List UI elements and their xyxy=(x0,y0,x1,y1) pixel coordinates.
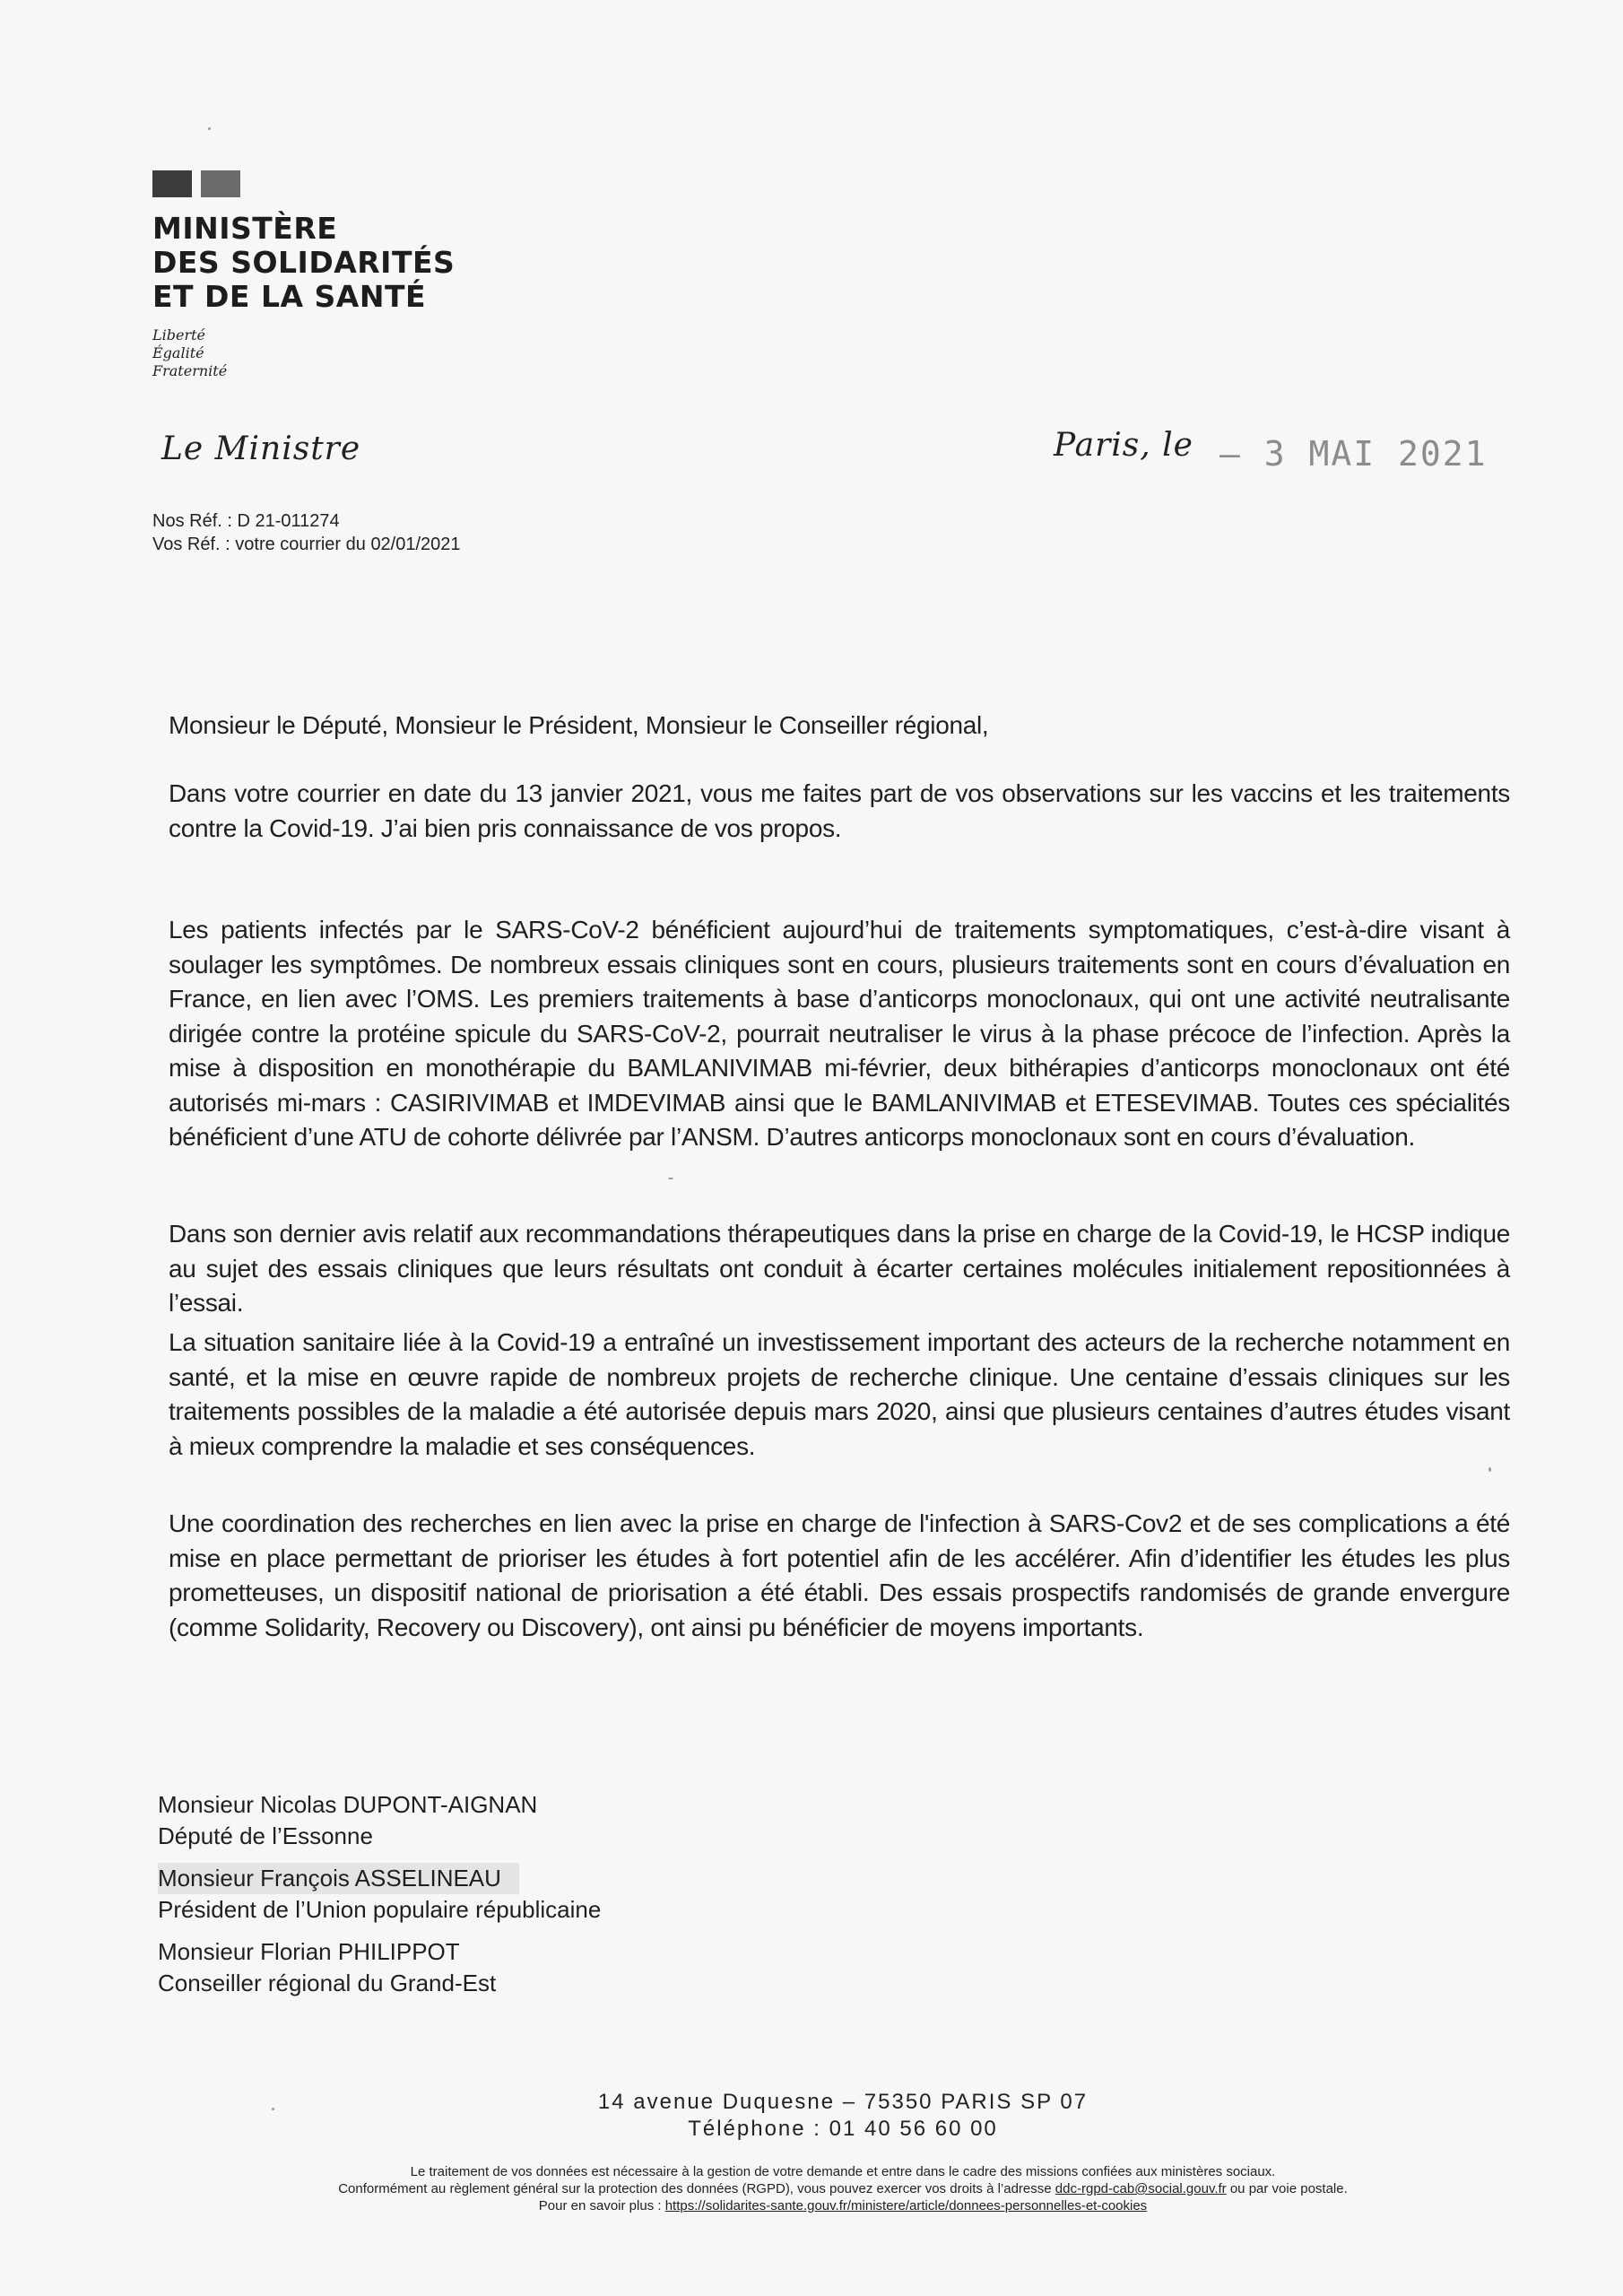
recipient xyxy=(158,1789,601,1852)
rgpd-line-3 xyxy=(63,2197,1623,2214)
rgpd-notice xyxy=(0,2163,1623,2214)
postal-address: 14 avenue Duquesne – 75350 PARIS SP 07 xyxy=(597,2090,1089,2114)
paragraph-3: Dans son dernier avis relatif aux recommandations thérapeutiques dans la prise en charge de la Covid-19, le HCSP indique au sujet des essais cliniques que leurs résultats ont conduit à écarter certaines molécules initialement repositionnées à l’essai. xyxy=(169,1220,1510,1317)
motto-egalite: Égalité xyxy=(152,344,204,361)
rgpd-line-3-text: Pour en savoir plus : xyxy=(538,2198,665,2213)
recipient-name: Monsieur Nicolas DUPONT-AIGNAN xyxy=(158,1791,538,1818)
rgpd-line-2-text: Conformément au règlement général sur la protection des données (RGPD), vous pouvez exercer vos droits à l’adresse xyxy=(338,2181,1055,2196)
recipient xyxy=(158,1863,601,1926)
rgpd-email-link[interactable]: ddc-rgpd-cab@social.gouv.fr xyxy=(1055,2181,1227,2196)
paragraph-2: Les patients infectés par le SARS-CoV-2 bénéficient aujourd’hui de traitements symptomatiques, c’est-à-dire visant à soulager les symptômes. De nombreux essais cliniques sont en cours, plusieurs traitements sont en cours d’évaluation en France, en lien avec l’OMS. Les premiers traitements à base d’anticorps monoclonaux, qui ont une activité neutralisante dirigée contre la protéine spicule du SARS-CoV-2, pourrait neutraliser le virus à la phase précoce de l’infection. Après la mise à disposition en monothérapie du BAMLANIVIMAB mi-février, deux bithérapies d’anticorps monoclonaux ont été autorisés mi-mars : CASIRIVIMAB et IMDEVIMAB ainsi que le BAMLANIVIMAB et ETESEVIMAB. Toutes ces spécialités bénéficient d’une ATU de cohorte délivrée par l’ANSM. D’autres anticorps monoclonaux sont en cours d’évaluation. xyxy=(169,916,1510,1151)
ministry-line-1: MINISTÈRE xyxy=(152,211,338,246)
phone-number: Téléphone : 01 40 56 60 00 xyxy=(688,2117,998,2141)
paragraph-5: Une coordination des recherches en lien avec la prise en charge de l'infection à SARS-Cov2 et de ses complications a été mise en place permettant de prioriser les études à fort potentiel afin de les accélérer. Afin d’identifier les études les plus prometteuses, un dispositif national de priorisation a été établi. Des essais prospectifs randomisés de grande envergure (comme Solidarity, Recovery ou Discovery), ont ainsi pu bénéficier de moyens importants. xyxy=(169,1509,1510,1641)
recipient-role: Conseiller régional du Grand-Est xyxy=(158,1970,497,1996)
recipients-block xyxy=(158,1789,601,2010)
scan-speck xyxy=(272,2108,274,2110)
salutation: Monsieur le Député, Monsieur le Président, Monsieur le Conseiller régional, xyxy=(169,711,989,739)
paragraph-4: La situation sanitaire liée à la Covid-19 a entraîné un investissement important des acteurs de la recherche notamment en santé, et la mise en œuvre rapide de nombreux projets de recherche clinique. Une centaine d’essais cliniques sur les traitements possibles de la maladie a été autorisée depuis mars 2020, ainsi que plusieurs centaines d’autres études visant à mieux comprendre la maladie et ses conséquences. xyxy=(169,1328,1510,1460)
ministry-line-3: ET DE LA SANTÉ xyxy=(152,279,426,314)
recipient-role: Président de l’Union populaire républicaine xyxy=(158,1896,602,1923)
scan-speck xyxy=(668,1178,673,1179)
ministry-name xyxy=(152,212,455,314)
ministry-address xyxy=(0,2089,1623,2143)
rgpd-line-2-end: ou par voie postale. xyxy=(1226,2181,1348,2196)
motto-fraternite: Fraternité xyxy=(152,362,228,379)
privacy-policy-link[interactable]: https://solidarites-sante.gouv.fr/ministere/article/donnees-personnelles-et-cookies xyxy=(664,2198,1148,2213)
logo-left-block xyxy=(152,170,192,197)
date-stamp: – 3 MAI 2021 xyxy=(1219,434,1488,474)
recipient xyxy=(158,1936,601,1999)
dateline-place: Paris, le xyxy=(1054,427,1193,464)
our-reference: Nos Réf. : D 21-011274 xyxy=(152,511,340,531)
logo-right-block xyxy=(201,170,240,197)
scan-speck xyxy=(208,127,211,130)
recipient-name: Monsieur François ASSELINEAU xyxy=(158,1863,519,1894)
motto-liberte: Liberté xyxy=(152,326,205,344)
recipient-role: Député de l’Essonne xyxy=(158,1822,373,1849)
scan-speck xyxy=(1488,1467,1491,1472)
marianne-logo-icon xyxy=(152,170,240,197)
rgpd-line-1: Le traitement de vos données est nécessaire à la gestion de votre demande et entre dans le cadre des missions confiées aux ministères sociaux. xyxy=(410,2164,1276,2179)
references xyxy=(152,509,461,556)
rgpd-line-2 xyxy=(63,2180,1623,2197)
sender-title: Le Ministre xyxy=(161,430,361,467)
recipient-name: Monsieur Florian PHILIPPOT xyxy=(158,1938,460,1965)
paragraph-1: Dans votre courrier en date du 13 janvier 2021, vous me faites part de vos observations sur les vaccins et les traitements contre la Covid-19. J’ai bien pris connaissance de vos propos. xyxy=(169,779,1510,842)
your-reference: Vos Réf. : votre courrier du 02/01/2021 xyxy=(152,535,461,554)
ministry-line-2: DES SOLIDARITÉS xyxy=(152,245,456,280)
republic-motto xyxy=(152,326,227,380)
